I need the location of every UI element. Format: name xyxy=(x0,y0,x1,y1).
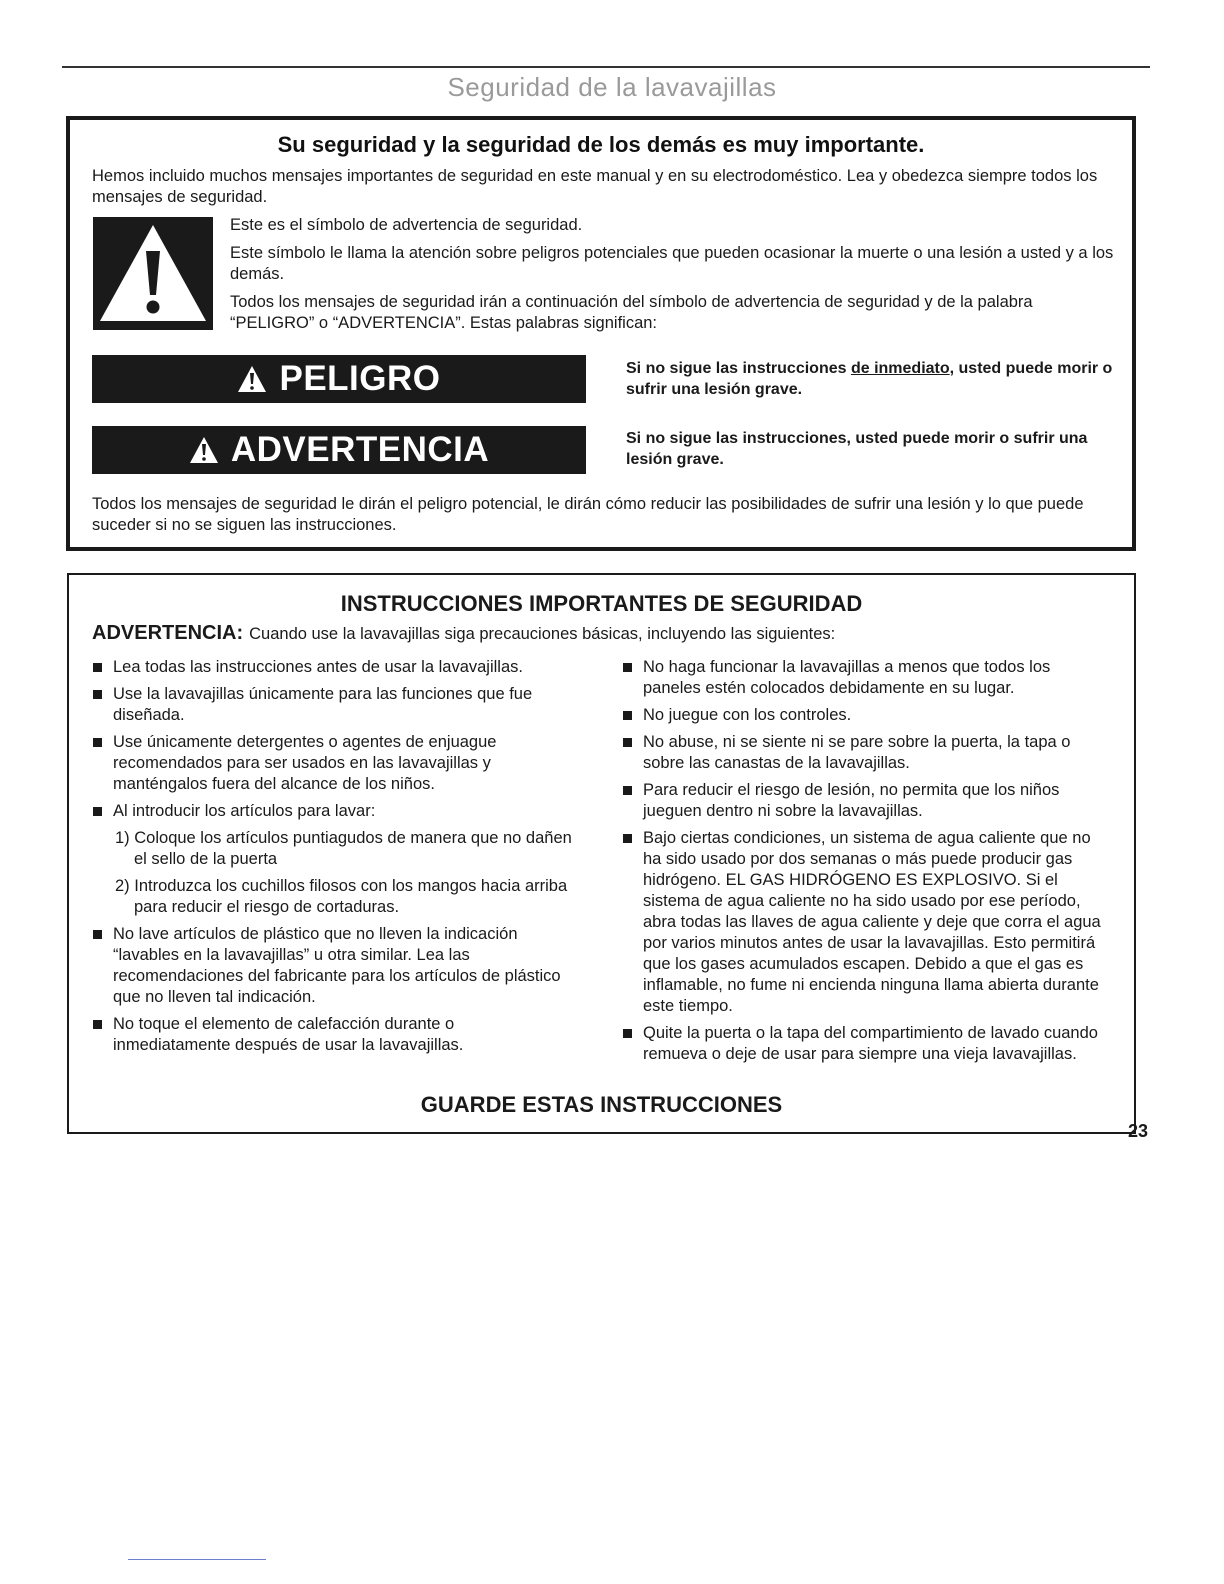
danger-label: PELIGRO xyxy=(279,359,441,398)
danger-signal-bar xyxy=(92,355,586,403)
instructions-lead xyxy=(92,622,1122,645)
sub-list-item: 2) Introduzca los cuchillos filosos con los mangos hacia arriba para reducir el riesgo de cortaduras. xyxy=(115,877,568,916)
symbol-description-3: Todos los mensajes de seguridad irán a continuación del símbolo de advertencia de seguridad y de la palabra “PELIGRO” o “ADVERTENCIA”. Estas palabras significan: xyxy=(230,293,1033,332)
list-item: No abuse, ni se siente ni se pare sobre la puerta, la tapa o sobre las canastas de la lavavajillas. xyxy=(622,732,1112,774)
warning-label: ADVERTENCIA xyxy=(230,430,490,469)
list-item: Para reducir el riesgo de lesión, no permita que los niños jueguen dentro ni sobre la lavavajillas. xyxy=(622,780,1112,822)
safety-box-title: Su seguridad y la seguridad de los demás es muy importante. xyxy=(277,132,925,157)
safety-message-box xyxy=(66,116,1136,551)
safety-alert-symbol-icon xyxy=(93,217,213,330)
list-item: No juegue con los controles. xyxy=(622,705,1112,726)
warning-triangle-icon xyxy=(237,365,267,393)
danger-description xyxy=(626,358,1126,400)
danger-text-before: Si no sigue las instrucciones xyxy=(626,360,851,377)
list-item: No toque el elemento de calefacción durante o inmediatamente después de usar la lavavajillas. xyxy=(92,1014,574,1056)
danger-text-underlined: de inmediato xyxy=(850,360,950,377)
list-item: Lea todas las instrucciones antes de usar la lavavajillas. xyxy=(92,657,574,678)
page-title: Seguridad de la lavavajillas xyxy=(447,72,777,102)
danger-text-after: , usted puede morir o sufrir una lesión grave. xyxy=(626,360,1113,398)
list-item: Al introducir los artículos para lavar: xyxy=(92,801,574,822)
list-item: Quite la puerta o la tapa del compartimiento de lavado cuando remueva o deje de usar para siempre una vieja lavavajillas. xyxy=(622,1023,1112,1065)
warning-description: Si no sigue las instrucciones, usted puede morir o sufrir una lesión grave. xyxy=(626,430,1088,468)
list-item: Use la lavavajillas únicamente para las funciones que fue diseñada. xyxy=(92,684,574,726)
page-number: 23 xyxy=(1128,1121,1149,1141)
safety-box-footer: Todos los mensajes de seguridad le dirán el peligro potencial, le dirán cómo reducir las posibilidades de sufrir una lesión y lo que puede suceder si no se siguen las instrucciones. xyxy=(92,495,1084,534)
lead-label: ADVERTENCIA: xyxy=(92,622,244,644)
important-instructions-box xyxy=(67,573,1136,1134)
list-item: Use únicamente detergentes o agentes de enjuague recomendados para ser usados en las lavavajillas y manténgalos fuera del alcance de los niños. xyxy=(92,732,574,795)
safety-box-intro: Hemos incluido muchos mensajes importantes de seguridad en este manual y en su electrodoméstico. Lea y obedezca siempre todos los mensajes de seguridad. xyxy=(92,167,1098,206)
instructions-right-column xyxy=(622,657,1112,1071)
lead-text: Cuando use la lavavajillas siga precauciones básicas, incluyendo las siguientes: xyxy=(249,625,836,643)
top-rule xyxy=(62,66,1150,68)
save-instructions-footer: GUARDE ESTAS INSTRUCCIONES xyxy=(420,1092,783,1117)
warning-triangle-icon xyxy=(189,436,219,464)
bottom-divider xyxy=(128,1559,266,1560)
list-item: Bajo ciertas condiciones, un sistema de agua caliente que no ha sido usado por dos semanas o más puede producir gas hidrógeno. EL GAS HIDRÓGENO ES EXPLOSIVO. Si el sistema de agua caliente no ha sido usado por ese período, abra todas las llaves de agua caliente y deje que corra el agua por varios minutos antes de usar la lavavajillas. Esto permitirá que los gases acumulados escapen. Debido a que el gas es inflamable, no fume ni encienda ninguna llama abierta durante este tiempo. xyxy=(622,828,1112,1017)
symbol-description-2: Este símbolo le llama la atención sobre peligros potenciales que pueden ocasionar la muerte o una lesión a usted y a los demás. xyxy=(230,244,1114,283)
list-item: No haga funcionar la lavavajillas a menos que todos los paneles estén colocados debidamente en su lugar. xyxy=(622,657,1112,699)
warning-signal-bar xyxy=(92,426,586,474)
symbol-description-1: Este es el símbolo de advertencia de seguridad. xyxy=(230,216,583,234)
instructions-left-column xyxy=(92,657,574,1062)
sub-list-item: 1) Coloque los artículos puntiagudos de manera que no dañen el sello de la puerta xyxy=(115,829,572,868)
instructions-title: INSTRUCCIONES IMPORTANTES DE SEGURIDAD xyxy=(340,591,863,616)
list-item: No lave artículos de plástico que no lleven la indicación “lavables en la lavavajillas” u otra similar. Lea las recomendaciones del fabricante para los artículos de plástico que no lleven tal indicación. xyxy=(92,924,574,1008)
